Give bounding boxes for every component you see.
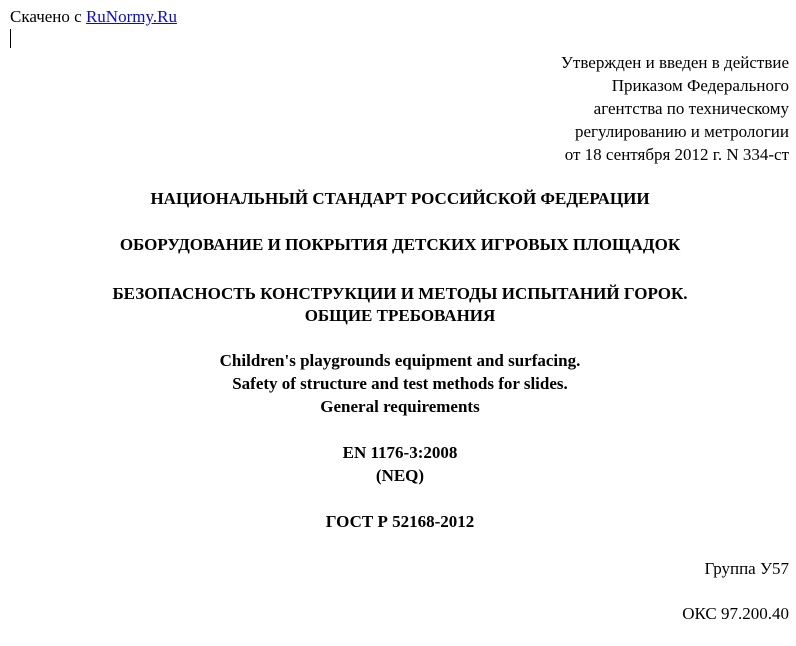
source-prefix: Скачено с <box>10 7 82 26</box>
approval-line: агентства по техническому <box>593 99 789 118</box>
group-code: Группа У57 <box>704 559 789 578</box>
text-cursor <box>10 29 11 48</box>
approval-block <box>561 51 789 166</box>
standard-type-heading: НАЦИОНАЛЬНЫЙ СТАНДАРТ РОССИЙСКОЙ ФЕДЕРАЦИИ <box>150 189 650 208</box>
english-title-line1: Children's playgrounds equipment and surfacing. <box>219 351 581 370</box>
approval-line: от 18 сентября 2012 г. N 334-ст <box>564 145 789 164</box>
standard-title-sub-line1: БЕЗОПАСНОСТЬ КОНСТРУКЦИИ И МЕТОДЫ ИСПЫТАНИЙ ГОРОК. <box>112 284 688 303</box>
oks-code: ОКС 97.200.40 <box>682 604 789 623</box>
gost-number: ГОСТ Р 52168-2012 <box>325 512 475 531</box>
approval-line: Приказом Федерального <box>611 76 789 95</box>
en-reference: EN 1176-3:2008 <box>342 443 458 462</box>
source-link[interactable]: RuNormy.Ru <box>85 7 177 26</box>
standard-title-sub-line2: ОБЩИЕ ТРЕБОВАНИЯ <box>304 306 496 325</box>
english-title-line2: Safety of structure and test methods for slides. <box>232 374 568 393</box>
english-title-line3: General requirements <box>320 397 480 416</box>
approval-line: Утвержден и введен в действие <box>560 53 789 72</box>
source-line <box>10 5 177 28</box>
standard-title-main: ОБОРУДОВАНИЕ И ПОКРЫТИЯ ДЕТСКИХ ИГРОВЫХ ПЛОЩАДОК <box>119 235 681 254</box>
approval-line: регулированию и метрологии <box>574 122 789 141</box>
en-equivalence: (NEQ) <box>375 466 425 485</box>
